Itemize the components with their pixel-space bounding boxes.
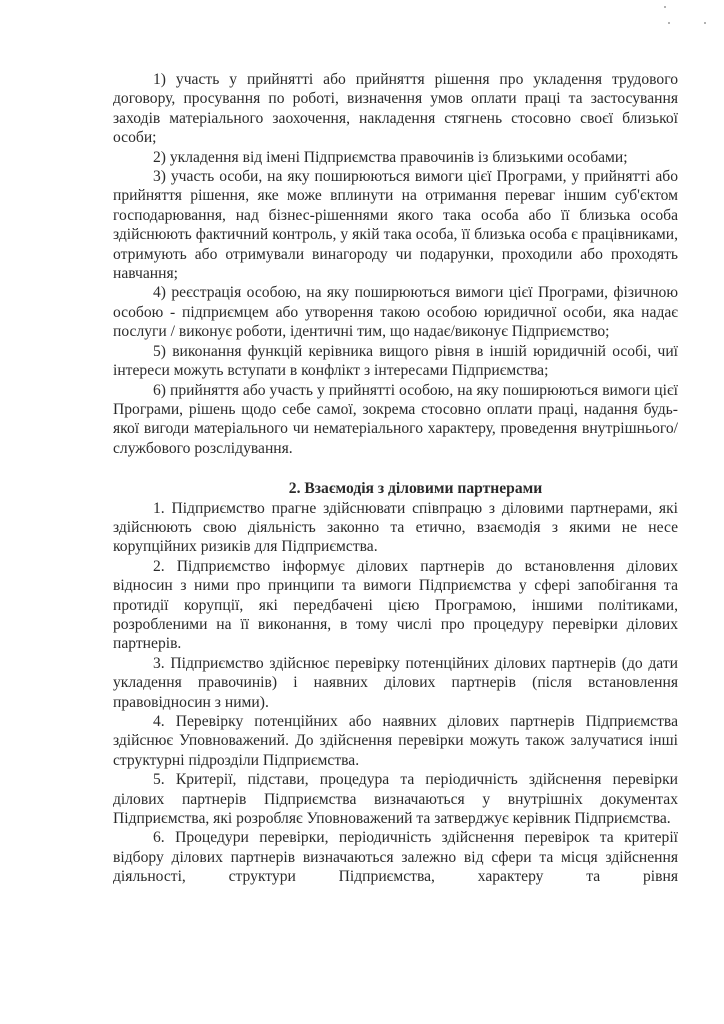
- section-paragraph-1: 1. Підприємство прагне здійснювати співпрацю з діловими партнерами, які здійснюють свою діяльність законно та етично, взаємодія з якими не несе корупційних ризиків для Підприємства.: [113, 499, 678, 556]
- list-item-6: 6) прийняття або участь у прийнятті особою, на яку поширюються вимоги цієї Програми, рішень щодо себе самої, зокрема стосовно оплати праці, надання будь-якої вигоди матеріального чи нематеріального характеру, проведення внутрішнього/службового розслідування.: [113, 381, 678, 457]
- section-paragraph-6: 6. Процедури перевірки, періодичність здійснення перевірок та критерії відбору ділових партнерів визначаються залежно від сфери та місця здійснення діяльності, структури Підприємства, характеру та рівня: [113, 829, 678, 886]
- section-paragraph-4: 4. Перевірку потенційних або наявних ділових партнерів Підприємства здійснює Уповноважений. До здійснення перевірки можуть також залучатися інші структурні підрозділи Підприємства.: [113, 713, 678, 769]
- section-paragraph-2: 2. Підприємство інформує ділових партнерів до встановлення ділових відносин з ними про принципи та вимоги Підприємства у сфері запобігання та протидії корупції, які передбачені цією Програмою, іншими політиками, розробленими на її виконання, в тому числі про процедуру перевірки ділових партнерів.: [113, 557, 678, 653]
- list-item-4: 4) реєстрація особою, на яку поширюються вимоги цієї Програми, фізичною особою - підприємцем або утворення такою особою юридичної особи, яка надає послуги / виконує роботи, ідентичні тим, що надає/виконує Підприємство;: [113, 284, 678, 341]
- list-item-1: 1) участь у прийнятті або прийняття рішення про укладення трудового договору, просування по роботі, визначення умов оплати праці та застосування заходів матеріального заохочення, накладення стягнень стосовно своєї близької особи;: [113, 71, 678, 147]
- list-item-3: 3) участь особи, на яку поширюються вимоги цієї Програми, у прийнятті або прийняття рішення, яке може вплинути на отримання переваг іншим суб'єктом господарювання, над бізнес-рішеннями якого така особа або її близька особа здійснюють фактичний контроль, у якій така особа, її близька особа є працівниками, отримують або отримували винагороду чи подарунки, проходили або проходять навчання;: [113, 168, 678, 283]
- scan-speck: [664, 6, 666, 8]
- document-page: [113, 70, 678, 887]
- list-item-2: 2) укладення від імені Підприємства правочинів із близькими особами;: [153, 148, 628, 166]
- scan-speck: [668, 22, 670, 24]
- scan-speck: [704, 22, 706, 24]
- section-paragraph-3: 3. Підприємство здійснює перевірку потенційних ділових партнерів (до дати укладення правочинів) і наявних ділових партнерів (після встановлення правовідносин з ними).: [113, 654, 678, 711]
- list-item-5: 5) виконання функцій керівника вищого рівня в іншій юридичній особі, чиї інтереси можуть вступати в конфлікт з інтересами Підприємства;: [113, 342, 678, 380]
- section-paragraph-5: 5. Критерії, підстави, процедура та періодичність здійснення перевірки ділових партнерів Підприємства визначаються у внутрішніх документах Підприємства, які розробляє Уповноважений та затверджує керівник Підприємства.: [113, 771, 678, 828]
- section-heading: 2. Взаємодія з діловими партнерами: [288, 480, 543, 498]
